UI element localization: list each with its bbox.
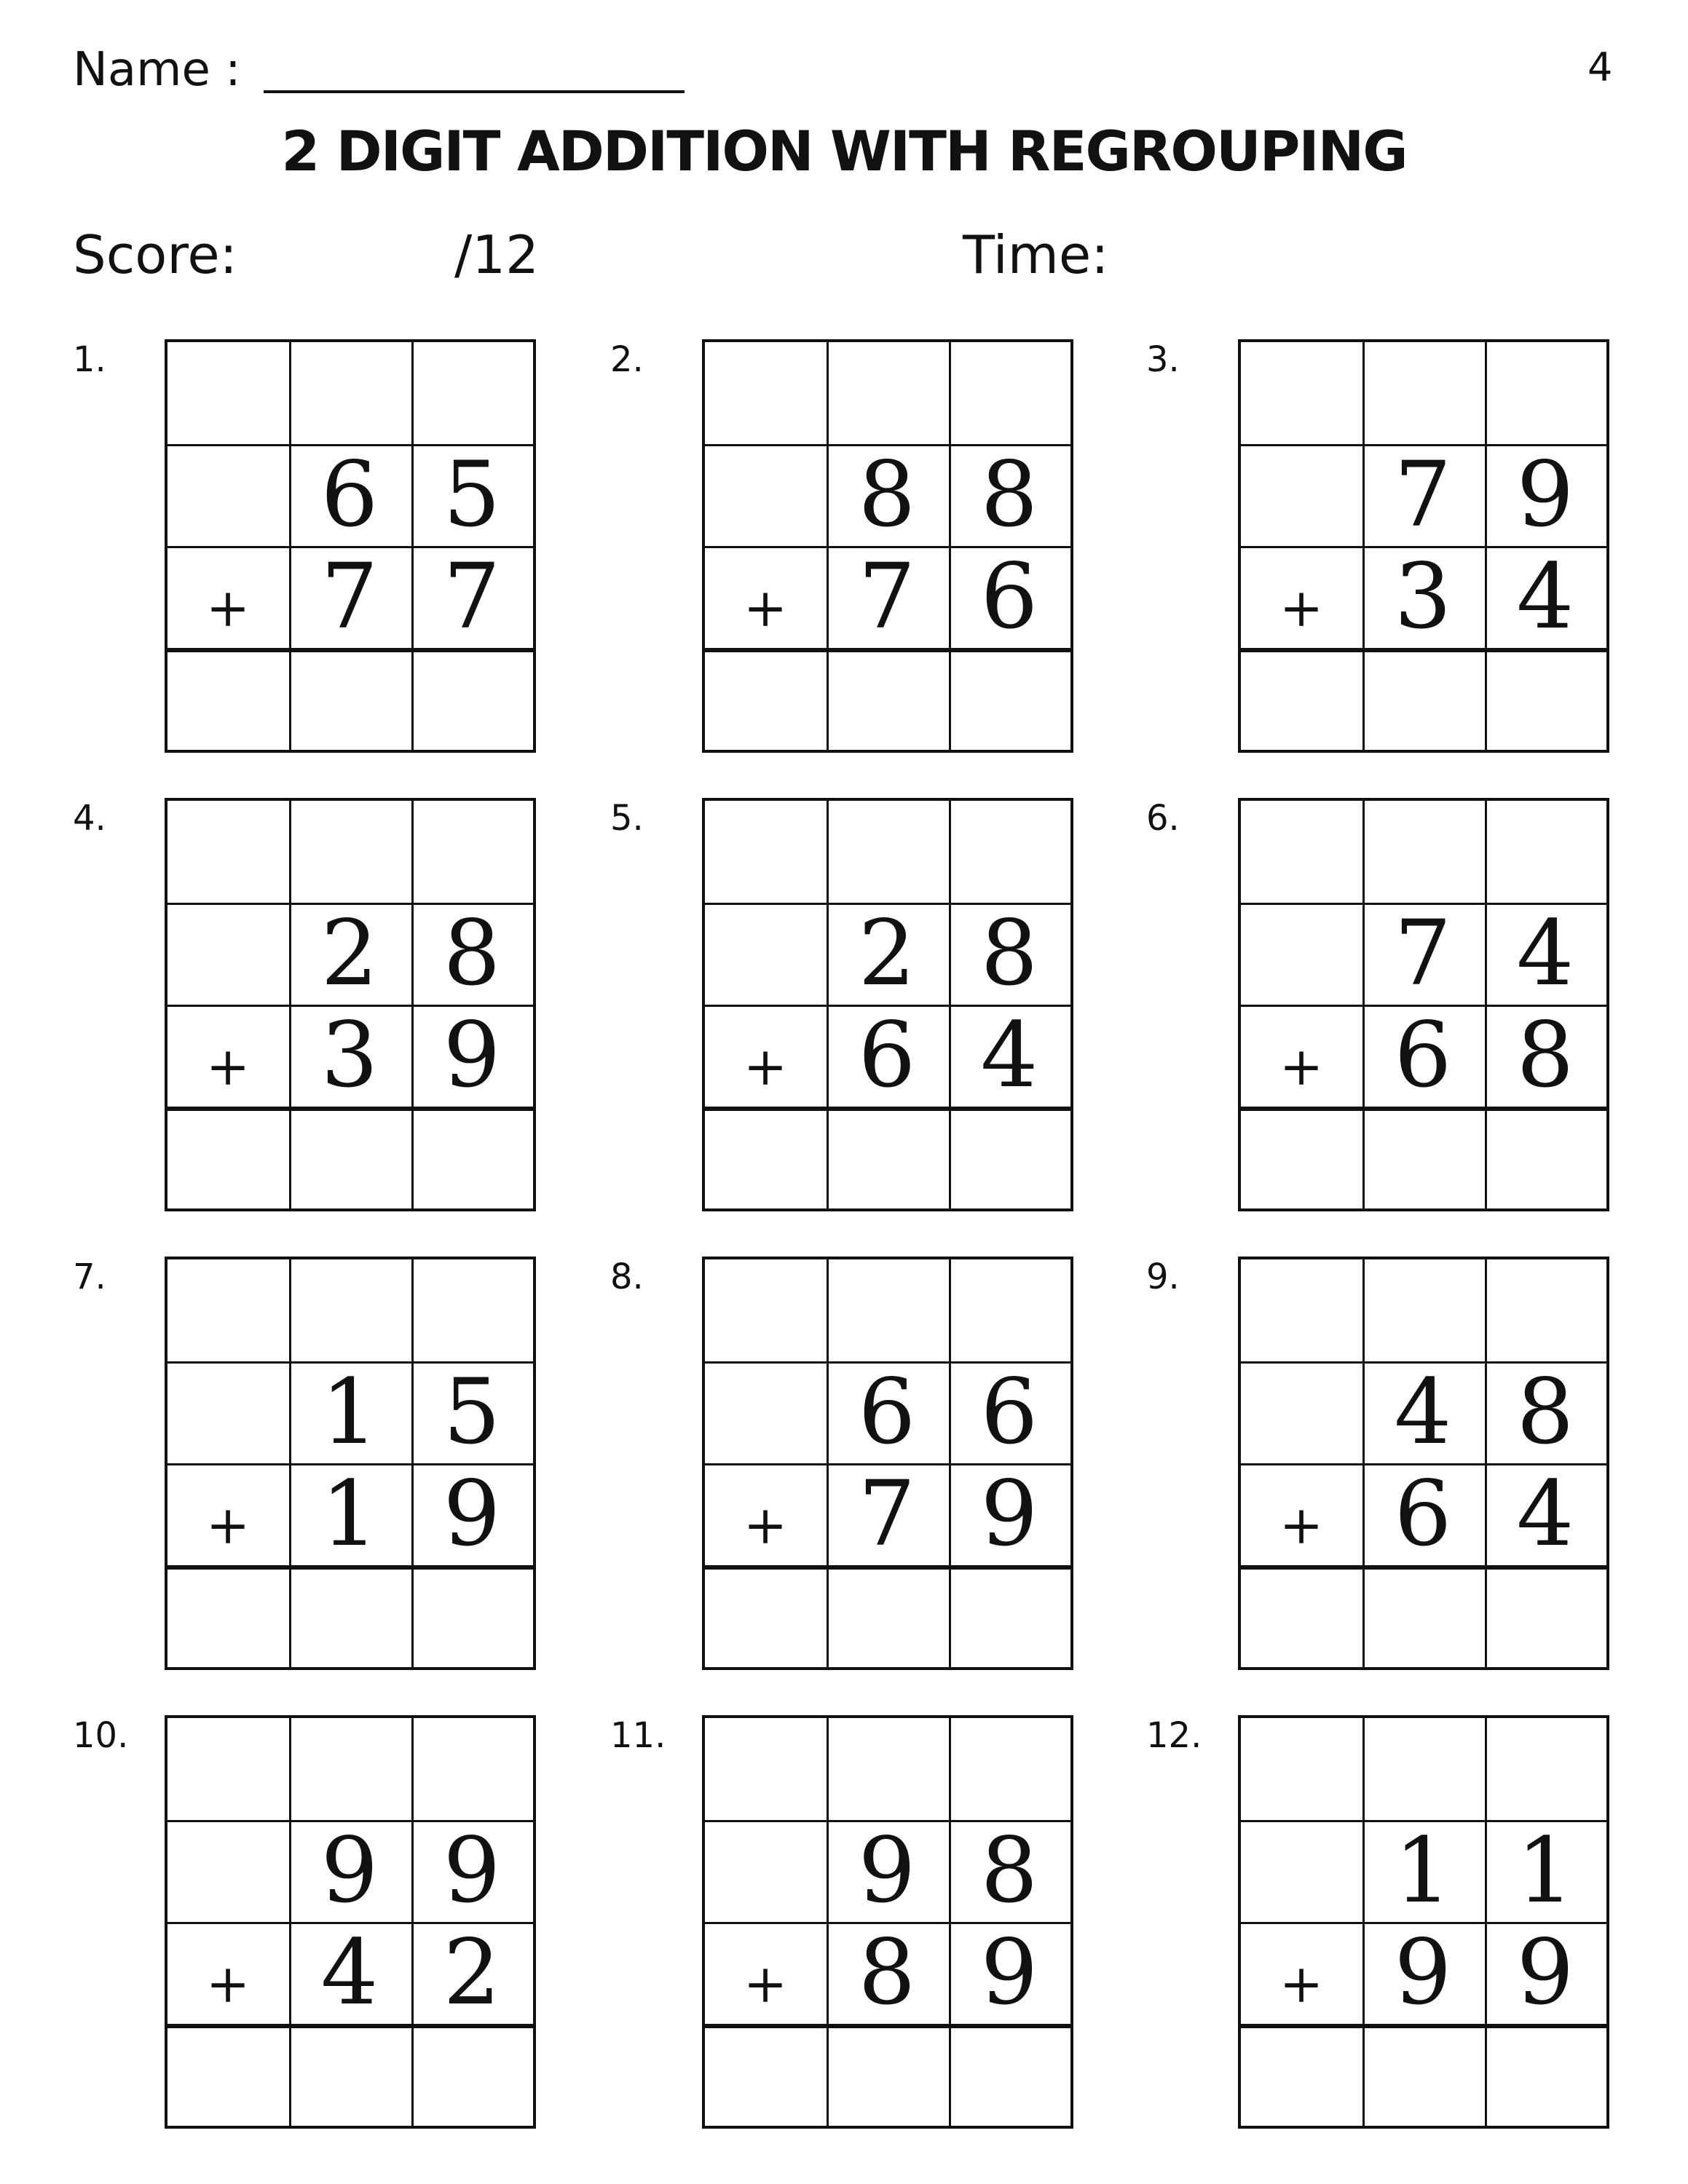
bottom-ones-digit: 9 [443, 1003, 501, 1108]
top-tens-digit: 8 [858, 443, 916, 547]
problem-3 [1146, 339, 1656, 761]
problem-number: 6. [1146, 798, 1180, 839]
top-tens-digit: 6 [320, 443, 379, 547]
top-ones-digit: 1 [1516, 1819, 1574, 1923]
top-tens-digit: 9 [858, 1819, 916, 1923]
worksheet-title: 2 DIGIT ADDITION WITH REGROUPING [281, 119, 1407, 183]
bottom-ones-digit: 9 [1516, 1920, 1574, 2025]
bottom-tens-digit: 9 [1394, 1920, 1452, 2025]
top-tens-digit: 9 [320, 1819, 379, 1923]
top-ones-digit: 8 [980, 443, 1038, 547]
plus-sign: + [1279, 1036, 1324, 1097]
addition-grid [702, 339, 1073, 753]
addition-grid [1238, 1715, 1609, 2129]
problem-1 [73, 339, 583, 761]
top-ones-digit: 5 [443, 1360, 501, 1465]
addition-grid [702, 1715, 1073, 2129]
bottom-tens-digit: 7 [858, 1462, 916, 1567]
top-ones-digit: 9 [443, 1819, 501, 1923]
plus-sign: + [743, 1495, 788, 1556]
bottom-tens-digit: 6 [1394, 1003, 1452, 1108]
bottom-ones-digit: 6 [980, 545, 1038, 649]
top-tens-digit: 1 [1394, 1819, 1452, 1923]
problem-number: 8. [610, 1257, 644, 1297]
bottom-ones-digit: 7 [443, 545, 501, 649]
plus-sign: + [743, 1953, 788, 2014]
addition-grid [165, 1257, 536, 1670]
bottom-tens-digit: 8 [858, 1920, 916, 2025]
addition-grid [1238, 339, 1609, 753]
top-tens-digit: 2 [320, 901, 379, 1006]
bottom-ones-digit: 9 [980, 1920, 1038, 2025]
bottom-ones-digit: 4 [980, 1003, 1038, 1108]
top-ones-digit: 8 [443, 901, 501, 1006]
problem-number: 10. [73, 1715, 129, 1756]
top-ones-digit: 4 [1516, 901, 1574, 1006]
top-ones-digit: 8 [980, 1819, 1038, 1923]
addition-grid [165, 798, 536, 1211]
bottom-tens-digit: 6 [1394, 1462, 1452, 1567]
plus-sign: + [743, 1036, 788, 1097]
problem-8 [610, 1257, 1120, 1679]
bottom-tens-digit: 4 [320, 1920, 379, 2025]
top-tens-digit: 6 [858, 1360, 916, 1465]
problem-11 [610, 1715, 1120, 2137]
problem-number: 3. [1146, 339, 1180, 380]
plus-sign: + [205, 1495, 251, 1556]
plus-sign: + [743, 577, 788, 638]
top-tens-digit: 4 [1394, 1360, 1452, 1465]
top-ones-digit: 8 [1516, 1360, 1574, 1465]
problem-4 [73, 798, 583, 1220]
bottom-ones-digit: 9 [443, 1462, 501, 1567]
plus-sign: + [205, 577, 251, 638]
addition-grid [165, 1715, 536, 2129]
problem-9 [1146, 1257, 1656, 1679]
problem-2 [610, 339, 1120, 761]
plus-sign: + [1279, 1953, 1324, 2014]
score-label: Score: [73, 224, 237, 285]
plus-sign: + [205, 1953, 251, 2014]
problem-number: 12. [1146, 1715, 1202, 1756]
score-total: /12 [454, 224, 539, 285]
problem-12 [1146, 1715, 1656, 2137]
problem-number: 11. [610, 1715, 666, 1756]
plus-sign: + [205, 1036, 251, 1097]
addition-grid [1238, 1257, 1609, 1670]
bottom-ones-digit: 4 [1516, 545, 1574, 649]
top-ones-digit: 8 [980, 901, 1038, 1006]
problem-number: 4. [73, 798, 106, 839]
bottom-tens-digit: 6 [858, 1003, 916, 1108]
addition-grid [165, 339, 536, 753]
top-tens-digit: 1 [320, 1360, 379, 1465]
top-ones-digit: 5 [443, 443, 501, 547]
problem-number: 2. [610, 339, 644, 380]
top-tens-digit: 2 [858, 901, 916, 1006]
name-label: Name : [73, 43, 241, 97]
problem-number: 9. [1146, 1257, 1180, 1297]
problem-7 [73, 1257, 583, 1679]
addition-grid [702, 798, 1073, 1211]
problem-6 [1146, 798, 1656, 1220]
problem-number: 1. [73, 339, 106, 380]
bottom-ones-digit: 9 [980, 1462, 1038, 1567]
problem-number: 5. [610, 798, 644, 839]
bottom-tens-digit: 7 [320, 545, 379, 649]
bottom-tens-digit: 3 [320, 1003, 379, 1108]
top-tens-digit: 7 [1394, 901, 1452, 1006]
addition-grid [1238, 798, 1609, 1211]
bottom-ones-digit: 4 [1516, 1462, 1574, 1567]
time-label: Time: [963, 224, 1109, 285]
page-number: 4 [1588, 44, 1613, 90]
name-input-line[interactable] [264, 90, 685, 93]
top-tens-digit: 7 [1394, 443, 1452, 547]
problem-10 [73, 1715, 583, 2137]
plus-sign: + [1279, 577, 1324, 638]
problem-number: 7. [73, 1257, 106, 1297]
top-ones-digit: 6 [980, 1360, 1038, 1465]
bottom-tens-digit: 3 [1394, 545, 1452, 649]
bottom-ones-digit: 8 [1516, 1003, 1574, 1108]
bottom-tens-digit: 1 [320, 1462, 379, 1567]
bottom-ones-digit: 2 [443, 1920, 501, 2025]
problem-5 [610, 798, 1120, 1220]
addition-grid [702, 1257, 1073, 1670]
bottom-tens-digit: 7 [858, 545, 916, 649]
plus-sign: + [1279, 1495, 1324, 1556]
top-ones-digit: 9 [1516, 443, 1574, 547]
